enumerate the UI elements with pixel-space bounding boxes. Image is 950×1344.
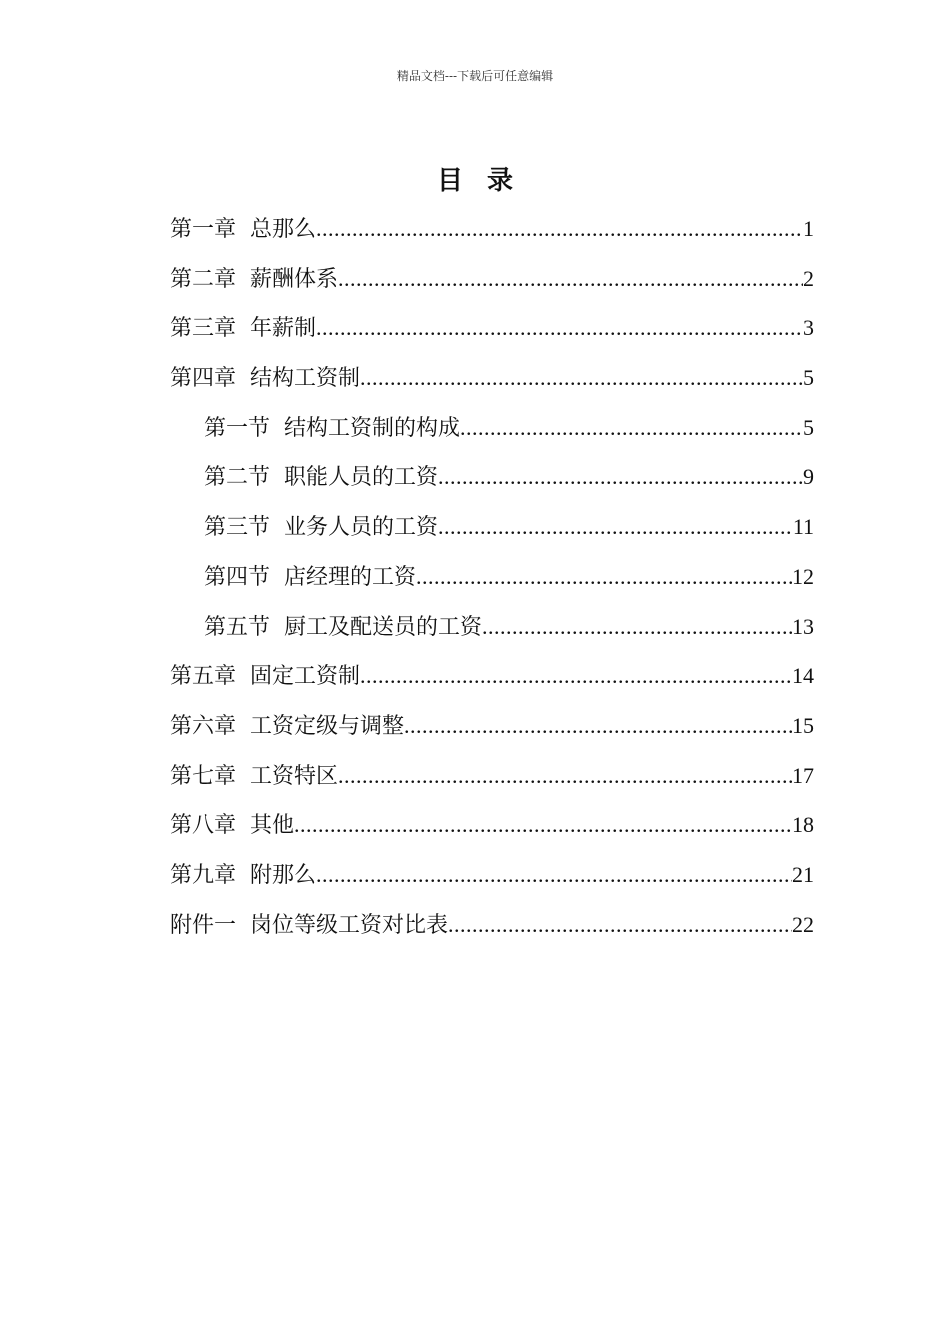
- toc-entry-page: 3: [803, 315, 814, 341]
- toc-entry[interactable]: [170, 900, 814, 950]
- toc-entry[interactable]: [170, 204, 814, 254]
- toc-leader-dots: [482, 602, 792, 652]
- toc-entry-title: 总那么: [250, 217, 317, 242]
- toc-entry-title: 岗位等级工资对比表: [250, 912, 449, 938]
- toc-entry-title: 职能人员的工资: [284, 465, 439, 491]
- toc-entry-number: 第六章: [170, 713, 237, 739]
- toc-entry-page: 11: [792, 514, 814, 540]
- toc-leader-dots: [316, 303, 803, 353]
- toc-entry-page: 9: [803, 464, 814, 490]
- toc-entry-number: 第一节: [204, 415, 271, 441]
- toc-entry-number: 第五章: [170, 664, 237, 690]
- table-of-contents: [170, 204, 814, 949]
- toc-entry-title: 店经理的工资: [284, 564, 417, 590]
- toc-entry[interactable]: [170, 353, 814, 403]
- toc-leader-dots: [460, 403, 803, 453]
- toc-entry-page: 17: [792, 762, 814, 788]
- toc-entry-title: 年薪制: [250, 316, 317, 342]
- toc-entry-page: 1: [803, 216, 814, 241]
- toc-entry-number: 第九章: [170, 862, 237, 888]
- toc-entry[interactable]: [170, 303, 814, 353]
- toc-entry-page: 13: [792, 613, 814, 639]
- toc-leader-dots: [438, 502, 793, 552]
- toc-entry-number: 第五节: [204, 614, 271, 640]
- toc-entry-page: 14: [792, 663, 814, 689]
- toc-leader-dots: [338, 751, 792, 801]
- toc-leader-dots: [438, 452, 803, 502]
- toc-entry[interactable]: [170, 751, 814, 801]
- toc-entry-page: 18: [792, 812, 814, 838]
- toc-entry-title: 业务人员的工资: [284, 515, 439, 541]
- toc-entry-number: 第三节: [204, 515, 271, 541]
- toc-entry-number: 第二章: [170, 266, 237, 292]
- toc-entry-number: 第三章: [170, 316, 237, 342]
- toc-entry-number: 第四章: [170, 366, 237, 392]
- toc-entry-number: 第八章: [170, 813, 237, 839]
- toc-leader-dots: [316, 850, 792, 900]
- toc-entry-page: 21: [792, 861, 814, 887]
- toc-entry-title: 其他: [250, 813, 295, 839]
- toc-subentry[interactable]: [170, 452, 814, 502]
- toc-entry[interactable]: [170, 701, 814, 751]
- toc-leader-dots: [448, 900, 792, 950]
- toc-subentry[interactable]: [170, 552, 814, 602]
- toc-leader-dots: [360, 651, 792, 701]
- toc-entry-title: 薪酬体系: [250, 266, 339, 292]
- toc-entry-title: 工资特区: [250, 763, 339, 789]
- toc-entry-page: 12: [792, 563, 814, 589]
- toc-leader-dots: [360, 353, 803, 403]
- toc-entry-number: 第二节: [204, 465, 271, 491]
- toc-entry[interactable]: [170, 800, 814, 850]
- toc-entry-page: 22: [792, 911, 814, 937]
- toc-entry-page: 15: [792, 712, 814, 738]
- toc-leader-dots: [316, 204, 803, 254]
- toc-entry-page: 5: [803, 365, 814, 391]
- toc-entry[interactable]: [170, 254, 814, 304]
- toc-subentry[interactable]: [170, 502, 814, 552]
- toc-leader-dots: [416, 552, 792, 602]
- toc-title: 目录: [436, 166, 537, 196]
- toc-entry-page: 2: [803, 265, 814, 291]
- toc-entry-title: 结构工资制的构成: [284, 415, 461, 441]
- page-header-note: 精品文档---下载后可任意编辑: [396, 69, 554, 83]
- toc-entry-title: 附那么: [250, 862, 317, 888]
- toc-entry-number: 第四节: [204, 564, 271, 590]
- toc-entry-title: 结构工资制: [250, 366, 361, 392]
- toc-entry-title: 工资定级与调整: [250, 713, 405, 739]
- toc-entry-number: 附件一: [170, 912, 237, 938]
- toc-subentry[interactable]: [170, 602, 814, 652]
- toc-leader-dots: [294, 800, 792, 850]
- toc-entry-page: 5: [803, 414, 814, 440]
- toc-entry[interactable]: [170, 850, 814, 900]
- toc-subentry[interactable]: [170, 403, 814, 453]
- toc-entry-title: 固定工资制: [250, 664, 361, 690]
- toc-entry-title: 厨工及配送员的工资: [284, 614, 483, 640]
- toc-leader-dots: [404, 701, 792, 751]
- toc-entry-number: 第一章: [170, 217, 237, 242]
- toc-leader-dots: [338, 254, 803, 304]
- toc-entry[interactable]: [170, 651, 814, 701]
- toc-entry-number: 第七章: [170, 763, 237, 789]
